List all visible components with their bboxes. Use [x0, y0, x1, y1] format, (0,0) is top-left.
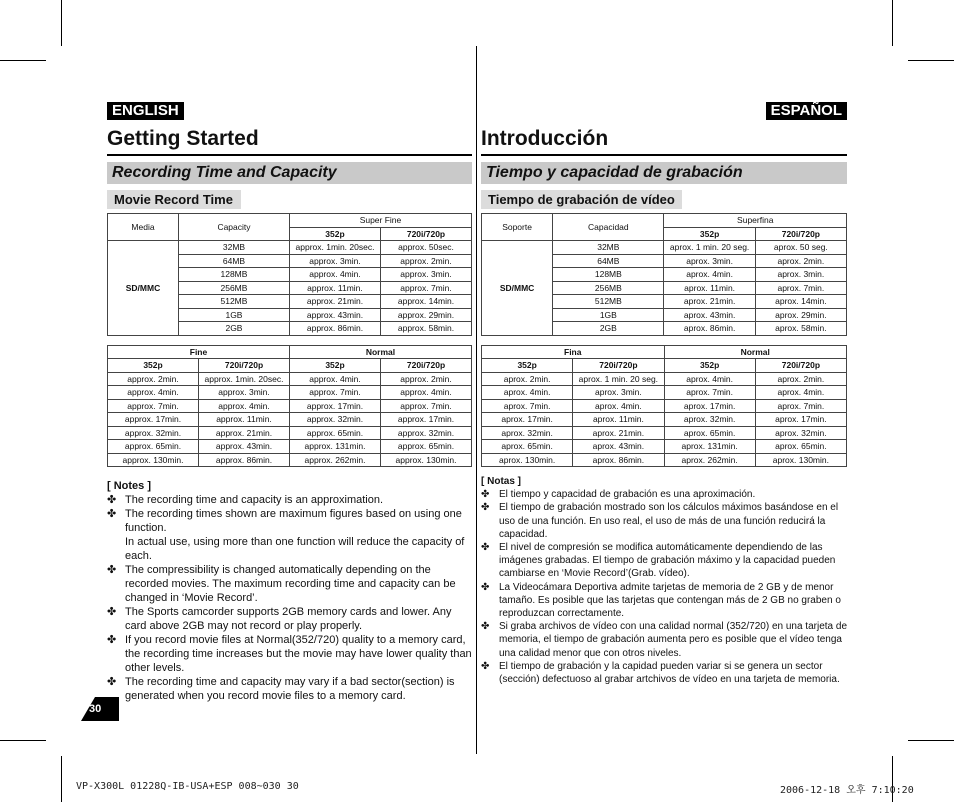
notes-block — [481, 475, 847, 686]
table-cell: 32MB — [553, 241, 664, 255]
table-cell: approx. 17min. — [381, 413, 472, 427]
table-cell: aprox. 29min. — [755, 308, 846, 322]
english-column — [107, 100, 472, 703]
note-bullet-icon: ✤ — [481, 542, 490, 554]
media-cell: SD/MMC — [482, 241, 553, 336]
table-row — [482, 453, 847, 467]
table-row — [482, 399, 847, 413]
crop-mark — [0, 740, 46, 741]
table-cell: 256MB — [553, 281, 664, 295]
table-row — [482, 440, 847, 454]
print-footer-left: VP-X300L 01228Q-IB-USA+ESP 008~030 30 — [76, 781, 299, 792]
table-cell: aprox. 11min. — [573, 413, 664, 427]
table-cell: approx. 130min. — [108, 453, 199, 467]
header-352p: 352p — [664, 359, 755, 373]
table-cell: aprox. 32min. — [755, 426, 846, 440]
quality-table-body — [108, 372, 472, 467]
table-cell: approx. 86min. — [199, 453, 290, 467]
note-text: El tiempo y capacidad de grabación es una aproximación. — [499, 489, 756, 501]
note-text: The compressibility is changed automatically depending on the recorded movies. The maximum recording time and capacity can be changed in ‘Movie Record’. — [125, 564, 456, 604]
table-cell: aprox. 1 min. 20 seg. — [664, 241, 755, 255]
table-cell: approx. 21min. — [199, 426, 290, 440]
table-cell: 1GB — [553, 308, 664, 322]
table-row — [108, 453, 472, 467]
table-cell: approx. 86min. — [289, 322, 380, 336]
capacity-table-body — [482, 241, 847, 336]
header-352p: 352p — [108, 359, 199, 373]
column-divider — [476, 46, 477, 754]
crop-mark — [0, 60, 46, 61]
table-cell: 32MB — [178, 241, 289, 255]
header-superfine: Superfina — [664, 214, 847, 228]
note-bullet-icon: ✤ — [481, 502, 490, 514]
table-row — [108, 372, 472, 386]
note-bullet-icon: ✤ — [481, 489, 490, 501]
header-720p: 720i/720p — [199, 359, 290, 373]
note-bullet-icon: ✤ — [107, 564, 117, 576]
note-text: The recording times shown are maximum figures based on using one function. — [125, 508, 462, 534]
header-352p: 352p — [664, 227, 755, 241]
table-cell: approx. 43min. — [199, 440, 290, 454]
table-cell: aprox. 7min. — [664, 386, 755, 400]
table-cell: aprox. 21min. — [573, 426, 664, 440]
notes-list — [107, 493, 472, 703]
subsection-heading: Tiempo de grabación de vídeo — [481, 190, 682, 209]
table-row — [482, 413, 847, 427]
note-bullet-icon: ✤ — [107, 676, 117, 688]
crop-mark — [908, 60, 954, 61]
note-item — [481, 620, 847, 660]
note-bullet-icon: ✤ — [107, 606, 117, 618]
table-cell: aprox. 32min. — [482, 426, 573, 440]
table-cell: aprox. 130min. — [755, 453, 846, 467]
header-720p: 720i/720p — [573, 359, 664, 373]
header-media: Media — [108, 214, 179, 241]
table-cell: approx. 21min. — [289, 295, 380, 309]
table-row — [482, 426, 847, 440]
table-row — [108, 426, 472, 440]
page-number-badge — [81, 697, 119, 721]
table-cell: approx. 32min. — [108, 426, 199, 440]
table-cell: approx. 2min. — [108, 372, 199, 386]
table-cell: approx. 1min. 20sec. — [289, 241, 380, 255]
table-cell: approx. 7min. — [108, 399, 199, 413]
capacity-table-body — [108, 241, 472, 336]
note-text: El tiempo de grabación y la capidad pueden variar si se genera un sector (sección) defectuoso al grabar artchivos de vídeo en una tarjeta de memoria. — [499, 660, 840, 686]
table-cell: approx. 4min. — [381, 386, 472, 400]
note-text: The recording time and capacity may vary if a bad sector(section) is generated when you record movie files to a memory card. — [125, 676, 455, 702]
table-cell: approx. 130min. — [381, 453, 472, 467]
table-cell: approx. 43min. — [289, 308, 380, 322]
subsection-heading: Movie Record Time — [107, 190, 241, 209]
table-cell: aprox. 7min. — [482, 399, 573, 413]
note-bullet-icon: ✤ — [107, 508, 117, 520]
table-cell: aprox. 2min. — [482, 372, 573, 386]
table-cell: aprox. 130min. — [482, 453, 573, 467]
note-text: El nivel de compresión se modifica automáticamente dependiendo de las imágenes grabadas. El tiempo de grabación máximo y la capacidad pueden cambiarse en ‘Movie Record’(Grab. vídeo). — [499, 542, 836, 580]
table-row — [482, 241, 847, 255]
table-cell: approx. 17min. — [108, 413, 199, 427]
table-cell: approx. 262min. — [290, 453, 381, 467]
capacity-table — [107, 213, 472, 336]
table-cell: approx. 7min. — [380, 281, 471, 295]
header-media: Soporte — [482, 214, 553, 241]
crop-mark — [892, 0, 893, 46]
table-cell: aprox. 86min. — [573, 453, 664, 467]
table-cell: approx. 1min. 20sec. — [199, 372, 290, 386]
note-text: La Videocámara Deportiva admite tarjetas de memoria de 2 GB y de menor tamaño. Es posible que las tarjetas que contengan más de 2 GB no graben o reproduzcan correctamente. — [499, 581, 841, 620]
table-cell: aprox. 262min. — [664, 453, 755, 467]
table-cell: aprox. 17min. — [482, 413, 573, 427]
table-cell: 256MB — [178, 281, 289, 295]
table-cell: aprox. 65min. — [755, 440, 846, 454]
table-cell: 512MB — [178, 295, 289, 309]
table-cell: approx. 4min. — [108, 386, 199, 400]
note-text: El tiempo de grabación mostrado son los cálculos máximos basándose en el uso de una función. En uso real, el uso de más de una función reducirá la capacidad. — [499, 502, 839, 540]
table-cell: approx. 4min. — [290, 372, 381, 386]
table-row — [482, 372, 847, 386]
notes-title: [ Notas ] — [481, 476, 521, 487]
table-cell: 2GB — [178, 322, 289, 336]
table-cell: approx. 65min. — [381, 440, 472, 454]
media-cell: SD/MMC — [108, 241, 179, 336]
header-720p: 720i/720p — [381, 359, 472, 373]
crop-mark — [61, 0, 62, 46]
quality-table — [107, 345, 472, 468]
table-cell: approx. 3min. — [289, 254, 380, 268]
table-cell: approx. 131min. — [290, 440, 381, 454]
table-cell: aprox. 7min. — [755, 281, 846, 295]
table-cell: approx. 32min. — [290, 413, 381, 427]
table-row — [108, 386, 472, 400]
lang-row — [481, 100, 847, 122]
table-cell: approx. 4min. — [289, 268, 380, 282]
table-cell: approx. 32min. — [381, 426, 472, 440]
quality-table-body — [482, 372, 847, 467]
note-text: In actual use, using more than one function will reduce the capacity of each. — [125, 536, 465, 562]
table-row — [108, 440, 472, 454]
notes-list — [481, 488, 847, 686]
header-capacity: Capacidad — [553, 214, 664, 241]
header-fine: Fine — [108, 345, 290, 359]
table-cell: aprox. 11min. — [664, 281, 755, 295]
spanish-column — [481, 100, 847, 686]
table-cell: approx. 7min. — [290, 386, 381, 400]
note-text: If you record movie files at Normal(352/720) quality to a memory card, the recording time increases but the movie may have lower quality than other levels. — [125, 634, 472, 674]
note-bullet-icon: ✤ — [107, 494, 117, 506]
page-title: Getting Started — [107, 126, 472, 156]
table-cell: aprox. 2min. — [755, 254, 846, 268]
header-normal: Normal — [664, 345, 847, 359]
note-text: The Sports camcorder supports 2GB memory cards and lower. Any card above 2GB may not record or play properly. — [125, 606, 452, 632]
table-cell: aprox. 4min. — [664, 372, 755, 386]
table-cell: 512MB — [553, 295, 664, 309]
note-bullet-icon: ✤ — [481, 660, 490, 672]
table-cell: aprox. 32min. — [664, 413, 755, 427]
page-number: 30 — [89, 703, 102, 715]
table-cell: aprox. 3min. — [573, 386, 664, 400]
note-bullet-icon: ✤ — [481, 581, 490, 593]
table-cell: approx. 4min. — [199, 399, 290, 413]
table-cell: approx. 65min. — [108, 440, 199, 454]
table-cell: aprox. 4min. — [755, 386, 846, 400]
table-cell: 1GB — [178, 308, 289, 322]
note-item — [481, 581, 847, 621]
header-720p: 720i/720p — [755, 359, 846, 373]
header-720p: 720i/720p — [755, 227, 846, 241]
table-cell: approx. 29min. — [380, 308, 471, 322]
note-item — [107, 633, 472, 675]
crop-mark — [61, 756, 62, 802]
note-item — [481, 501, 847, 541]
table-cell: 128MB — [553, 268, 664, 282]
header-fine: Fina — [482, 345, 665, 359]
table-cell: 2GB — [553, 322, 664, 336]
table-row — [108, 241, 472, 255]
table-cell: aprox. 58min. — [755, 322, 846, 336]
note-item — [107, 493, 472, 507]
table-cell: approx. 65min. — [290, 426, 381, 440]
note-item — [107, 507, 472, 563]
table-cell: approx. 17min. — [290, 399, 381, 413]
table-cell: aprox. 17min. — [664, 399, 755, 413]
section-heading: Recording Time and Capacity — [107, 162, 472, 184]
table-cell: approx. 3min. — [380, 268, 471, 282]
lang-row — [107, 100, 472, 122]
table-cell: approx. 11min. — [199, 413, 290, 427]
table-cell: approx. 14min. — [380, 295, 471, 309]
note-item — [481, 541, 847, 581]
table-cell: aprox. 65min. — [482, 440, 573, 454]
table-cell: approx. 2min. — [380, 254, 471, 268]
table-cell: aprox. 21min. — [664, 295, 755, 309]
note-bullet-icon: ✤ — [481, 621, 490, 633]
table-cell: aprox. 43min. — [664, 308, 755, 322]
header-720p: 720i/720p — [380, 227, 471, 241]
table-cell: aprox. 14min. — [755, 295, 846, 309]
table-cell: approx. 7min. — [381, 399, 472, 413]
table-cell: aprox. 4min. — [573, 399, 664, 413]
note-text: The recording time and capacity is an approximation. — [125, 494, 384, 506]
table-cell: approx. 58min. — [380, 322, 471, 336]
language-badge: ESPAÑOL — [766, 102, 847, 120]
note-item — [107, 675, 472, 703]
table-cell: 128MB — [178, 268, 289, 282]
table-cell: aprox. 2min. — [755, 372, 846, 386]
note-text: Si graba archivos de vídeo con una calidad normal (352/720) en una tarjeta de memoria, el tiempo de grabación aumenta pero es posible que el vídeo tenga una calidad menor que con otros niveles. — [499, 621, 848, 659]
note-item — [481, 488, 847, 501]
table-cell: 64MB — [553, 254, 664, 268]
header-capacity: Capacity — [178, 214, 289, 241]
table-row — [108, 413, 472, 427]
table-cell: aprox. 3min. — [664, 254, 755, 268]
table-cell: 64MB — [178, 254, 289, 268]
crop-mark — [908, 740, 954, 741]
notes-title: [ Notes ] — [107, 480, 151, 492]
section-heading: Tiempo y capacidad de grabación — [481, 162, 847, 184]
header-normal: Normal — [290, 345, 472, 359]
table-row — [108, 399, 472, 413]
table-cell: aprox. 43min. — [573, 440, 664, 454]
table-cell: aprox. 4min. — [482, 386, 573, 400]
capacity-table — [481, 213, 847, 336]
header-352p: 352p — [290, 359, 381, 373]
header-352p: 352p — [482, 359, 573, 373]
header-superfine: Super Fine — [289, 214, 471, 228]
table-cell: approx. 2min. — [381, 372, 472, 386]
table-cell: aprox. 3min. — [755, 268, 846, 282]
note-bullet-icon: ✤ — [107, 634, 117, 646]
print-footer-right: 2006-12-18 오후 7:10:20 — [780, 785, 914, 796]
table-cell: aprox. 65min. — [664, 426, 755, 440]
note-item — [107, 605, 472, 633]
table-cell: approx. 3min. — [199, 386, 290, 400]
table-cell: aprox. 1 min. 20 seg. — [573, 372, 664, 386]
table-cell: aprox. 17min. — [755, 413, 846, 427]
table-cell: approx. 50sec. — [380, 241, 471, 255]
header-352p: 352p — [289, 227, 380, 241]
table-cell: aprox. 86min. — [664, 322, 755, 336]
page-title: Introducción — [481, 126, 847, 156]
table-cell: aprox. 4min. — [664, 268, 755, 282]
table-cell: aprox. 7min. — [755, 399, 846, 413]
language-badge: ENGLISH — [107, 102, 184, 120]
table-cell: aprox. 50 seg. — [755, 241, 846, 255]
quality-table — [481, 345, 847, 468]
table-cell: aprox. 131min. — [664, 440, 755, 454]
table-row — [482, 386, 847, 400]
table-cell: approx. 11min. — [289, 281, 380, 295]
note-item — [107, 563, 472, 605]
notes-block — [107, 479, 472, 703]
note-item — [481, 660, 847, 686]
